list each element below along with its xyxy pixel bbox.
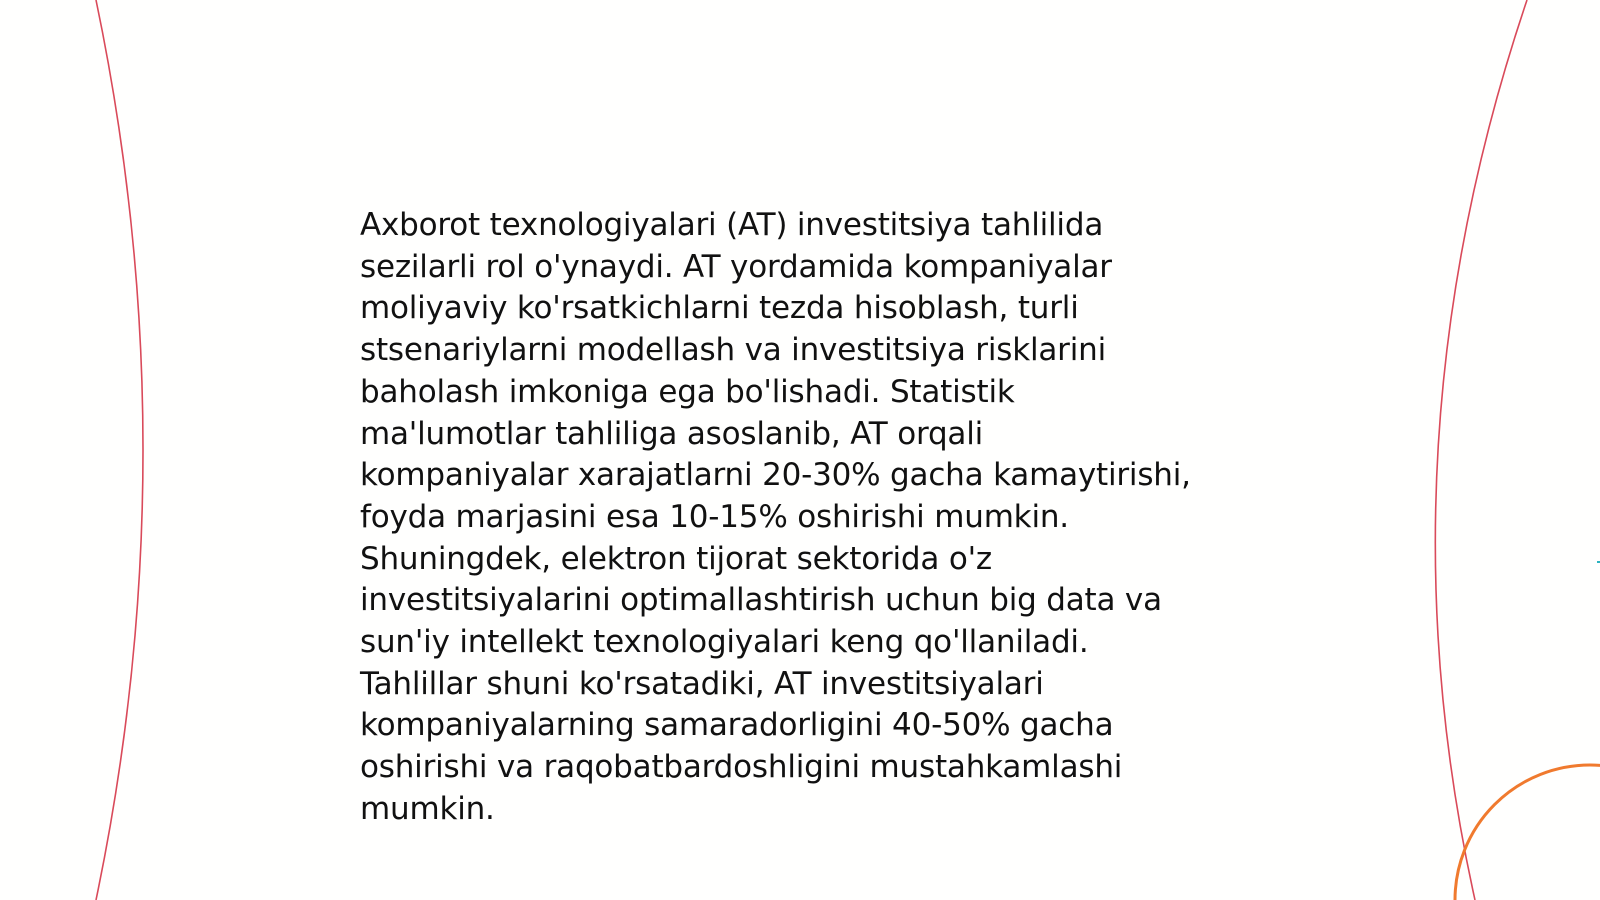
- left-decorative-arc: [96, 0, 143, 900]
- paragraph-line: ma'lumotlar tahliliga asoslanib, AT orqali: [360, 415, 984, 452]
- paragraph-line: sezilarli rol o'ynaydi. AT yordamida kompaniyalar: [360, 248, 1112, 285]
- paragraph-line: mumkin.: [360, 790, 495, 827]
- slide-body-paragraph: [360, 205, 1240, 831]
- paragraph-line: baholash imkoniga ega bo'lishadi. Statistik: [360, 373, 1015, 410]
- paragraph-line: stsenariylarni modellash va investitsiya risklarini: [360, 332, 1106, 369]
- paragraph-line: moliyaviy ko'rsatkichlarni tezda hisoblash, turli: [360, 290, 1079, 327]
- paragraph-line: foyda marjasini esa 10-15% oshirishi mumkin.: [360, 498, 1069, 535]
- paragraph-line: Axborot texnologiyalari (AT) investitsiya tahlilida: [360, 207, 1104, 243]
- paragraph-line: kompaniyalarning samaradorligini 40-50% gacha: [360, 707, 1114, 744]
- right-decorative-arc: [1435, 0, 1527, 900]
- paragraph-line: Shuningdek, elektron tijorat sektorida o'z: [360, 540, 993, 577]
- paragraph-line: kompaniyalar xarajatlarni 20-30% gacha kamaytirishi,: [360, 457, 1191, 494]
- paragraph-line: oshirishi va raqobatbardoshligini mustahkamlashi: [360, 749, 1123, 786]
- paragraph-line: Tahlillar shuni ko'rsatadiki, AT investitsiyalari: [360, 665, 1044, 702]
- paragraph-line: sun'iy intellekt texnologiyalari keng qo'llaniladi.: [360, 624, 1089, 661]
- orange-decorative-ring: [1455, 765, 1600, 900]
- paragraph-line: investitsiyalarini optimallashtirish uchun big data va: [360, 582, 1162, 619]
